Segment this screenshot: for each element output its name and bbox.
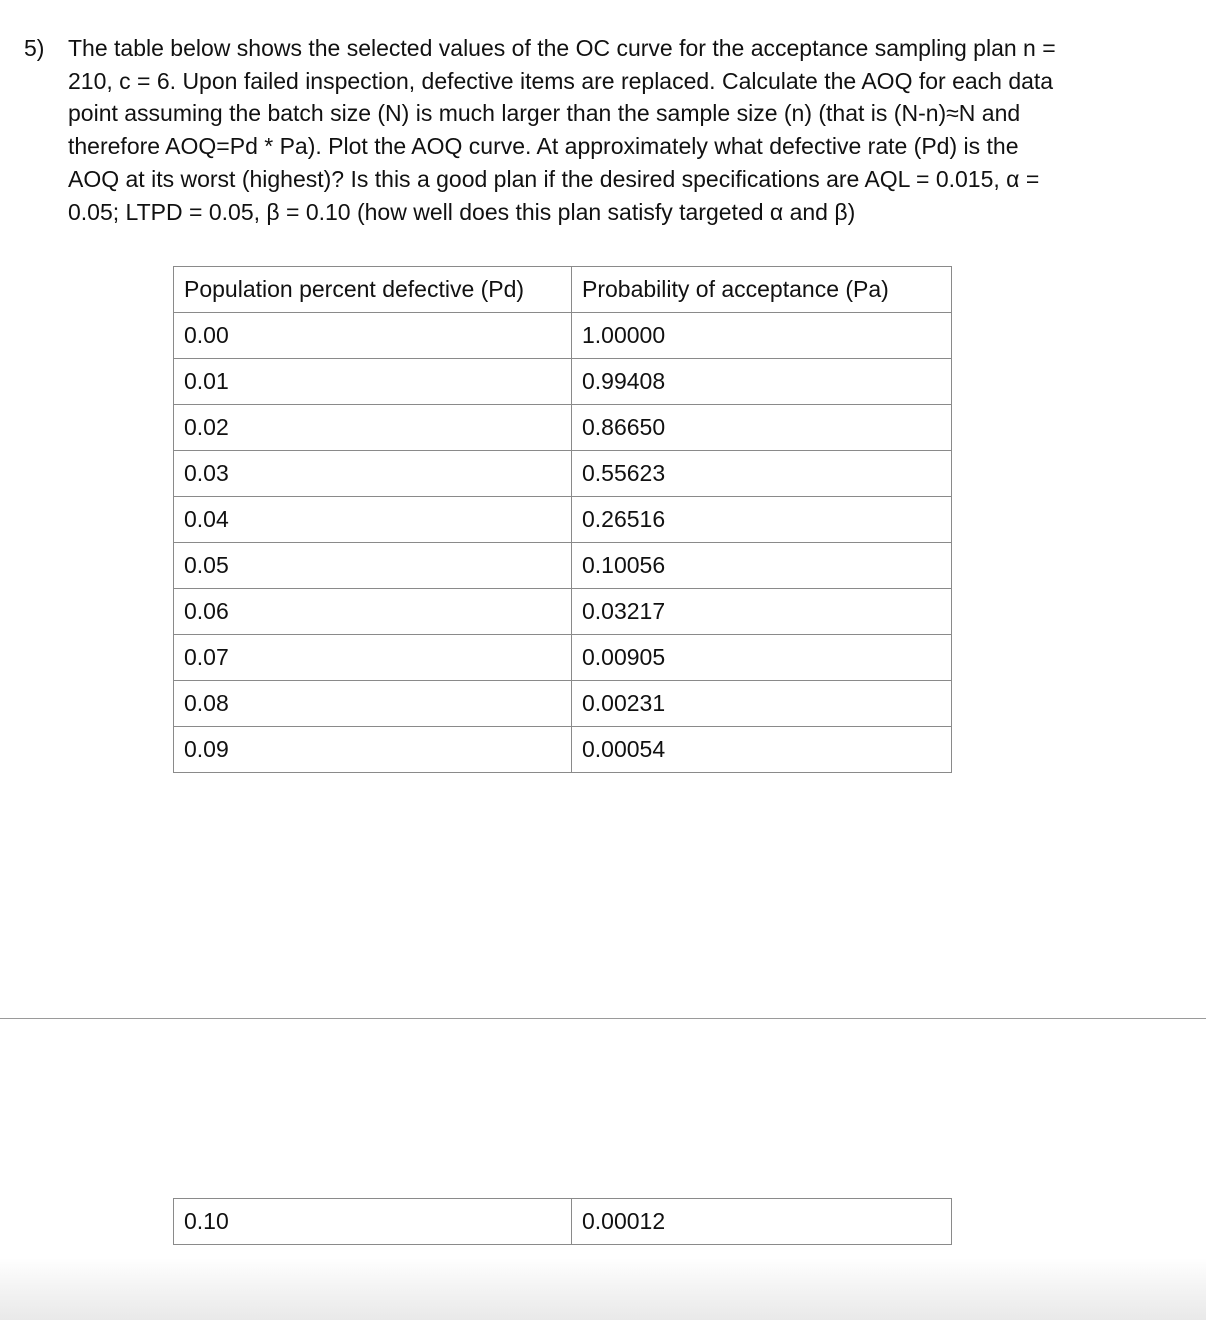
cell-pa: 0.99408 xyxy=(572,359,952,405)
oc-curve-table-continued xyxy=(173,1198,952,1245)
oc-curve-table xyxy=(173,266,952,773)
table-row xyxy=(174,1199,952,1245)
table-row xyxy=(174,497,952,543)
cell-pd: 0.00 xyxy=(174,313,572,359)
cell-pd: 0.03 xyxy=(174,451,572,497)
cell-pa: 0.00012 xyxy=(572,1199,952,1245)
cell-pa: 0.86650 xyxy=(572,405,952,451)
header-pd: Population percent defective (Pd) xyxy=(174,267,572,313)
question-line: The table below shows the selected values of the OC curve for the acceptance sampling plan n = xyxy=(68,35,1056,61)
question-number: 5) xyxy=(24,35,45,61)
question-line: point assuming the batch size (N) is much larger than the sample size (n) (that is (N-n)≈N and xyxy=(68,100,1021,127)
cell-pa: 0.03217 xyxy=(572,589,952,635)
cell-pd: 0.01 xyxy=(174,359,572,405)
cell-pd: 0.08 xyxy=(174,681,572,727)
question-line: AOQ at its worst (highest)? Is this a good plan if the desired specifications are AQL = 0.015, α = xyxy=(68,165,1040,192)
table-row xyxy=(174,451,952,497)
cell-pd: 0.04 xyxy=(174,497,572,543)
table-row xyxy=(174,635,952,681)
table-row xyxy=(174,589,952,635)
cell-pa: 1.00000 xyxy=(572,313,952,359)
question-line: 210, c = 6. Upon failed inspection, defective items are replaced. Calculate the AOQ for each data xyxy=(68,67,1054,94)
cell-pa: 0.00231 xyxy=(572,681,952,727)
page-break-divider xyxy=(0,1018,1206,1019)
table-row xyxy=(174,405,952,451)
cell-pd: 0.10 xyxy=(174,1199,572,1245)
cell-pd: 0.07 xyxy=(174,635,572,681)
cell-pa: 0.10056 xyxy=(572,543,952,589)
table-row xyxy=(174,313,952,359)
question-text xyxy=(68,32,1168,228)
cell-pa: 0.00905 xyxy=(572,635,952,681)
table-row xyxy=(174,681,952,727)
cell-pa: 0.00054 xyxy=(572,727,952,773)
question-line: therefore AOQ=Pd * Pa). Plot the AOQ curve. At approximately what defective rate (Pd) is the xyxy=(68,133,1019,160)
cell-pa: 0.55623 xyxy=(572,451,952,497)
question-line: 0.05; LTPD = 0.05, β = 0.10 (how well does this plan satisfy targeted α and β) xyxy=(68,198,856,225)
cell-pd: 0.09 xyxy=(174,727,572,773)
table-header-row xyxy=(174,267,952,313)
cell-pd: 0.06 xyxy=(174,589,572,635)
page-bottom-shadow xyxy=(0,1258,1206,1320)
cell-pd: 0.02 xyxy=(174,405,572,451)
cell-pd: 0.05 xyxy=(174,543,572,589)
table-row xyxy=(174,359,952,405)
cell-pa: 0.26516 xyxy=(572,497,952,543)
header-pa: Probability of acceptance (Pa) xyxy=(572,267,952,313)
table-row xyxy=(174,727,952,773)
table-row xyxy=(174,543,952,589)
